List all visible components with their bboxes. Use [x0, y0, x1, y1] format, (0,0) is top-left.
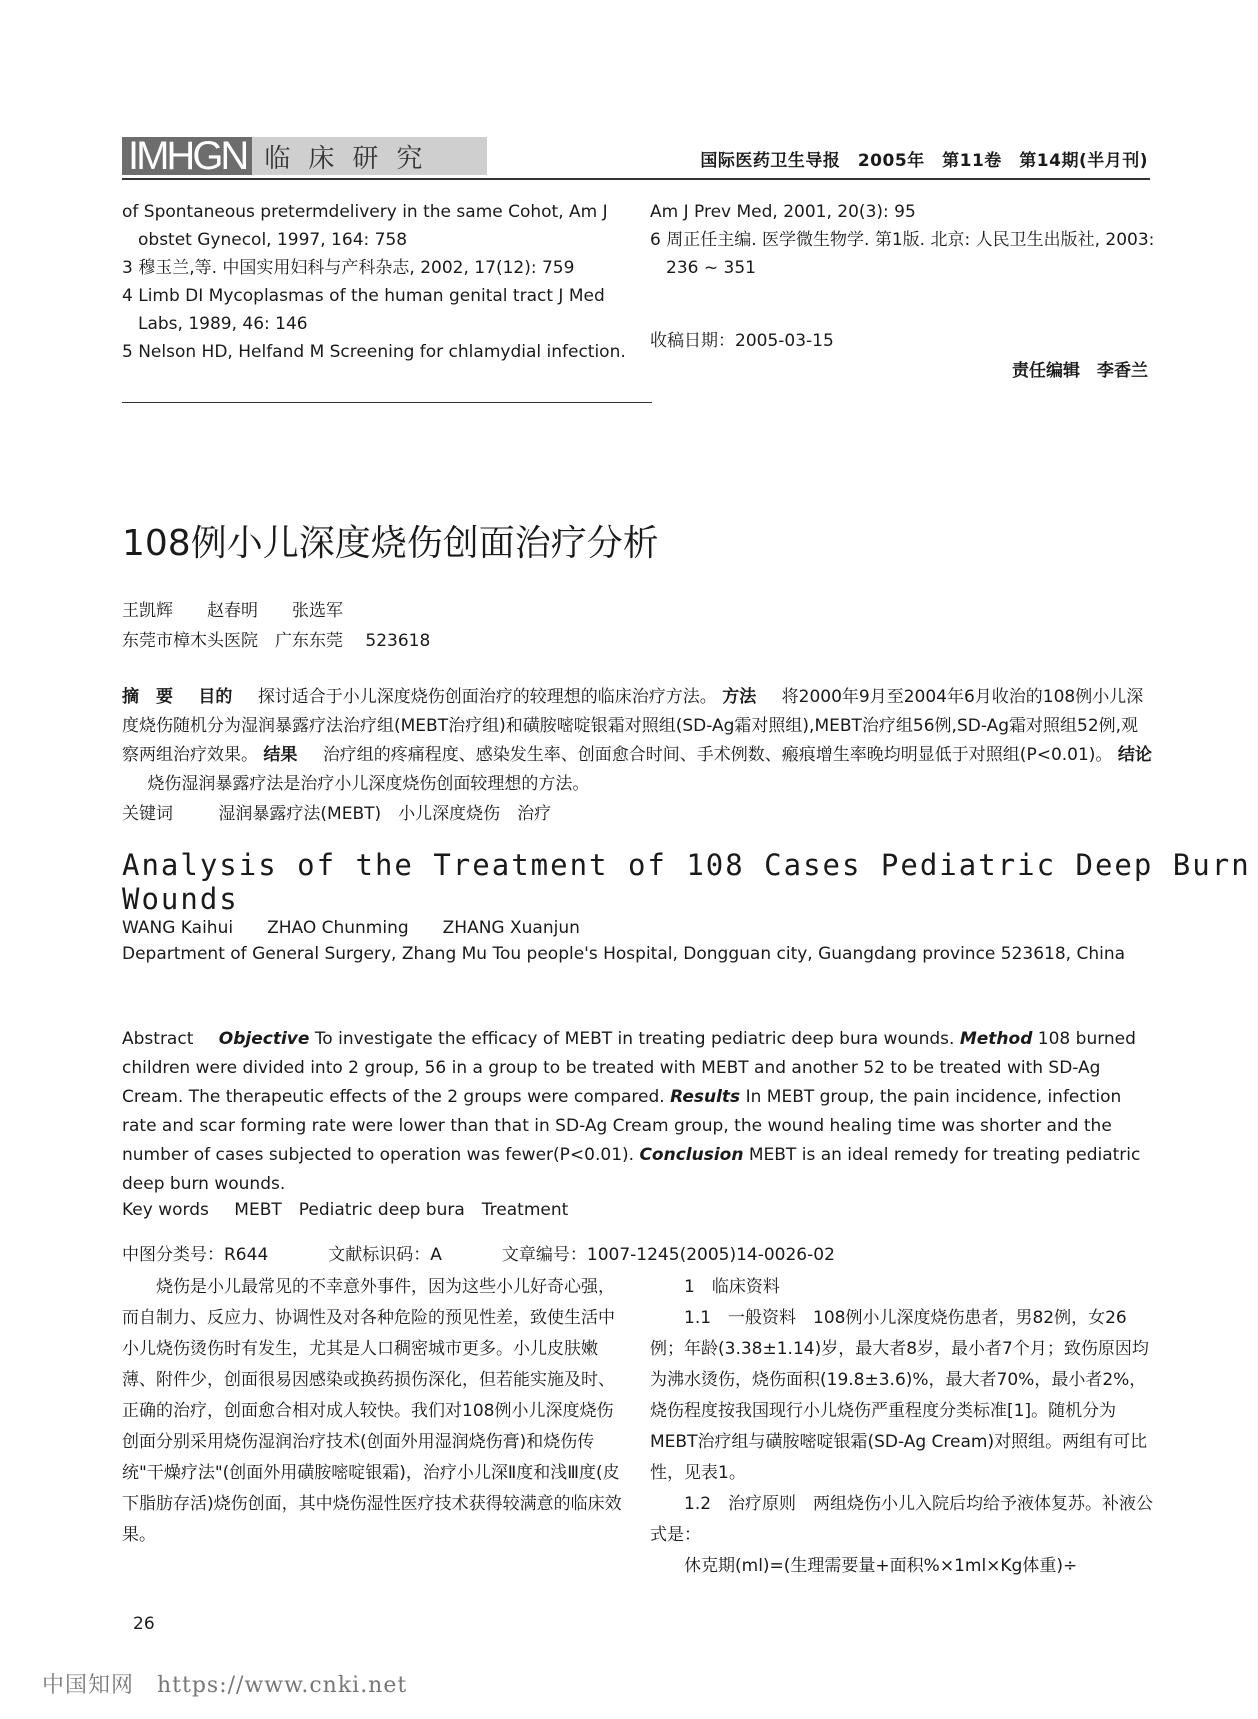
section-label: 临床研究 [252, 137, 487, 175]
classification-line [122, 1240, 1152, 1265]
document-code: 文献标识码：A [328, 1245, 442, 1265]
english-authors: WANG Kaihui ZHAO Chunming ZHANG Xuanjun [122, 918, 580, 938]
article-authors: 王凯辉 赵春明 张选军 [122, 601, 343, 621]
section-heading: 1 临床资料 [684, 1277, 780, 1297]
reference-item: 5 Nelson HD, Helfand M Screening for chlamydial infection. [122, 342, 626, 362]
result-text: 治疗组的疼痛程度、感染发生率、创面愈合时间、手术例数、瘢痕增生率晚均明显低于对照组(P<0.01)。 [322, 745, 1113, 765]
reference-item: 6 周正任主编. 医学微生物学. 第1版. 北京: 人民卫生出版社, 2003: 236 ~ 351 [650, 230, 1155, 278]
article-title: 108例小儿深度烧伤创面治疗分析 [122, 523, 659, 564]
cnki-watermark: 中国知网 https://www.cnki.net [42, 1673, 408, 1698]
keywords-text: 湿润暴露疗法(MEBT) 小儿深度烧伤 治疗 [218, 804, 552, 824]
section-separator [122, 402, 652, 403]
responsible-editor: 责任编辑 李香兰 [1012, 361, 1148, 381]
english-affiliation: Department of General Surgery, Zhang Mu Tou people's Hospital, Dongguan city, Guangdang province 523618, China [122, 944, 1126, 964]
conclusion-text: 烧伤湿润暴露疗法是治疗小儿深度烧伤创面较理想的方法。 [147, 774, 590, 794]
keywords-label: 关键词 [122, 804, 173, 824]
reference-item: of Spontaneous pretermdelivery in the same Cohot, Am J obstet Gynecol, 1997, 164: 758 [122, 202, 608, 250]
journal-logo [122, 134, 487, 178]
formula-line: 休克期(ml)=(生理需要量+面积%×1ml×Kg体重)÷ [684, 1556, 1078, 1576]
en-objective-text: To investigate the efficacy of MEBT in treating pediatric deep bura wounds. [314, 1029, 955, 1049]
header-rule [122, 178, 1150, 180]
logo-mark: IMHGN [122, 137, 252, 175]
method-text: 将2000年9月至2004年6月收治的108例小儿深度烧伤随机分为湿润暴露疗法治疗组(MEBT治疗组)和磺胺嘧啶银霜对照组(SD-Ag霜对照组),MEBT治疗组56例,SD-Ag霜对照组52例,观察两组治疗效果。 [122, 687, 1144, 765]
chinese-abstract [122, 683, 1152, 799]
en-conclusion-label: Conclusion [639, 1145, 744, 1165]
references-right [650, 198, 1155, 282]
intro-paragraph: 烧伤是小儿最常见的不幸意外事件，因为这些小儿好奇心强，而自制力、反应力、协调性及对各种危险的预见性差，致使生活中小儿烧伤烫伤时有发生，尤其是人口稠密城市更多。小儿皮肤嫩薄、附件少，创面很易因感染或换药损伤深化，但若能实施及时、正确的治疗，创面愈合相对成人较快。我们对108例小儿深度烧伤创面分别采用烧伤湿润治疗技术(创面外用湿润烧伤膏)和烧伤传统"干燥疗法"(创面外用磺胺嘧啶银霜)，治疗小儿深Ⅱ度和浅Ⅲ度(皮下脂肪存活)烧伤创面，其中烧伤湿性医疗技术获得较满意的临床效果。 [122, 1277, 622, 1545]
reference-item: 4 Limb DI Mycoplasmas of the human genital tract J Med Labs, 1989, 46: 146 [122, 286, 605, 334]
abstract-label: 摘 要 [122, 687, 173, 707]
page-number: 26 [133, 1614, 155, 1634]
en-results-label: Results [670, 1087, 741, 1107]
method-label: 方法 [722, 687, 757, 707]
body-column-right [650, 1272, 1155, 1582]
en-keywords-label: Key words [122, 1200, 209, 1220]
objective-text: 探讨适合于小儿深度烧伤创面治疗的较理想的临床治疗方法。 [257, 687, 717, 707]
en-results-text: In MEBT group, the pain incidence, infection rate and scar forming rate were lower than that in SD-Ag Cream group, the wound healing time was shorter and the number of cases subjected to operation was fewer(P<0.01). [122, 1087, 1122, 1165]
english-keywords [122, 1195, 568, 1220]
references-left [122, 198, 637, 366]
objective-label: 目的 [198, 687, 233, 707]
section-1-1: 1.1 一般资料 108例小儿深度烧伤患者，男82例，女26例；年龄(3.38±1.14)岁，最大者8岁，最小者7个月；致伤原因均为沸水烫伤，烧伤面积(19.8±3.6)%，最大者70%，最小者2%，烧伤程度按我国现行小儿烧伤严重程度分类标准[1]。随机分为MEBT治疗组与磺胺嘧啶银霜(SD-Ag Cream)对照组。两组有可比性，见表1。 [650, 1308, 1149, 1483]
journal-info: 国际医药卫生导报 2005年 第11卷 第14期(半月刊) [700, 151, 1148, 171]
en-abstract-label: Abstract [122, 1029, 194, 1049]
conclusion-label: 结论 [1117, 745, 1152, 765]
section-1-2: 1.2 治疗原则 两组烧伤小儿入院后均给予液体复苏。补液公式是： [650, 1494, 1154, 1545]
english-abstract [122, 1025, 1152, 1199]
body-column-left [122, 1272, 622, 1551]
en-method-text: 108 burned children were divided into 2 group, 56 in a group to be treated with MEBT and another 52 to be treated with SD-Ag Cream. The therapeutic effects of the 2 groups were compared. [122, 1029, 1136, 1107]
result-label: 结果 [263, 745, 298, 765]
clc-number: 中图分类号：R644 [122, 1245, 269, 1265]
chinese-keywords [122, 799, 551, 824]
english-title: Analysis of the Treatment of 108 Cases Pediatric Deep Burn Wounds [122, 848, 1251, 916]
en-method-label: Method [959, 1029, 1033, 1049]
en-conclusion-text: MEBT is an ideal remedy for treating pediatric deep burn wounds. [122, 1145, 1141, 1194]
en-objective-label: Objective [218, 1029, 310, 1049]
article-number: 文章编号：1007-1245(2005)14-0026-02 [501, 1245, 835, 1265]
reference-item: Am J Prev Med, 2001, 20(3): 95 [650, 202, 916, 222]
reference-item: 3 穆玉兰,等. 中国实用妇科与产科杂志, 2002, 17(12): 759 [122, 258, 575, 278]
en-keywords-text: MEBT Pediatric deep bura Treatment [234, 1200, 569, 1220]
article-affiliation: 东莞市樟木头医院 广东东莞 523618 [122, 631, 431, 651]
received-date: 收稿日期：2005-03-15 [650, 331, 834, 351]
